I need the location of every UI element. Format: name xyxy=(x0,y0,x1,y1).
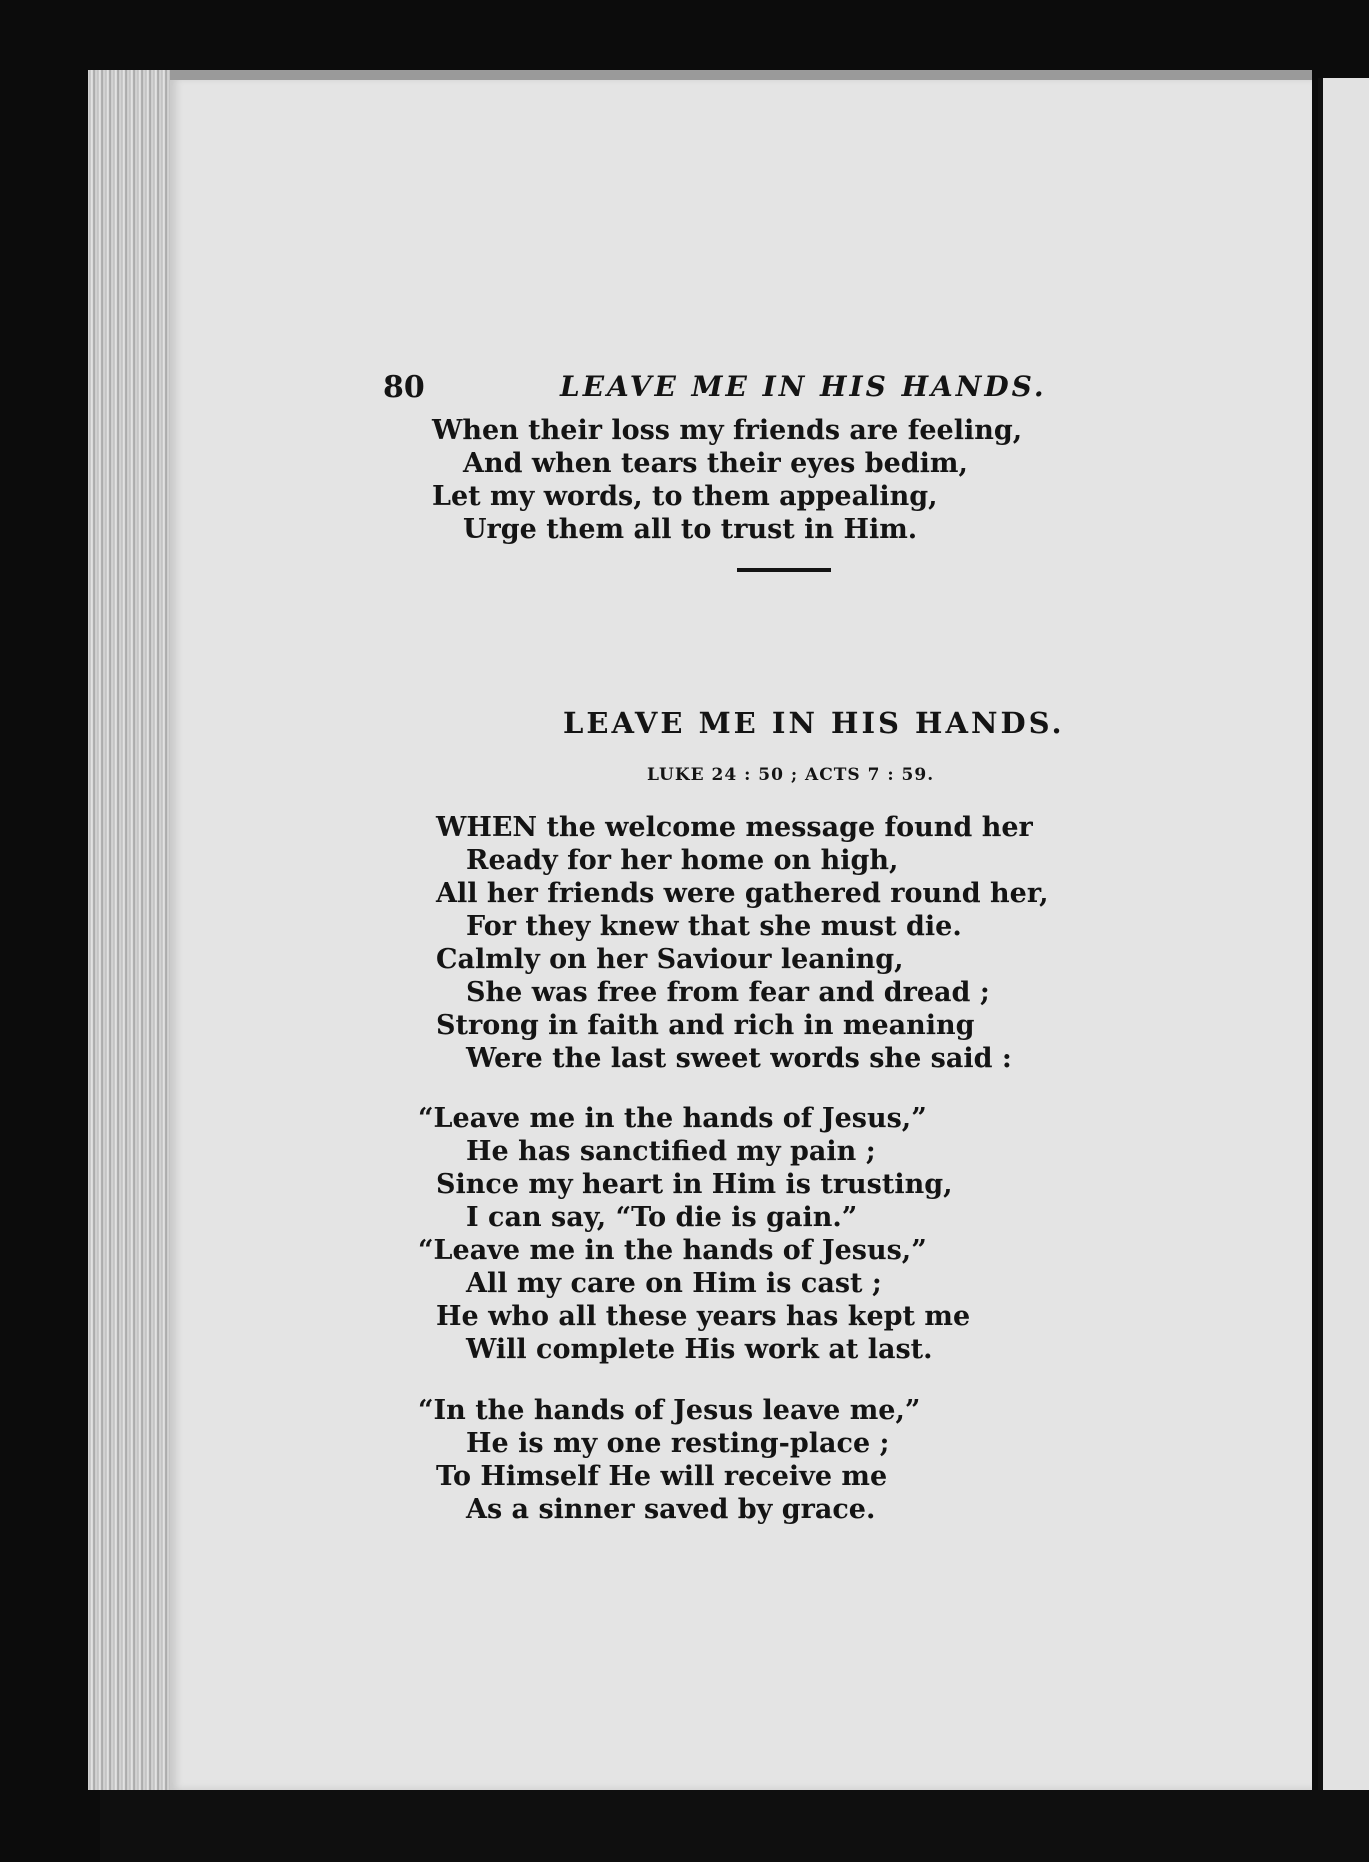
verse-line: To Himself He will receive me xyxy=(436,1461,888,1492)
verse-line: WHEN the welcome message found her xyxy=(436,812,1033,843)
verse-line: She was free from fear and dread ; xyxy=(466,977,990,1008)
verse-line: He has sanctified my pain ; xyxy=(466,1136,876,1167)
page-edge-stack xyxy=(88,70,183,1790)
verse-line: Since my heart in Him is trusting, xyxy=(436,1169,953,1200)
verse-line: “Leave me in the hands of Jesus,” xyxy=(418,1235,927,1266)
facing-page-edge xyxy=(1318,78,1369,1790)
verse-line: All my care on Him is cast ; xyxy=(466,1268,882,1299)
verse-line: Calmly on her Saviour leaning, xyxy=(436,944,904,975)
scan-background xyxy=(100,1790,1369,1862)
verse-line: All her friends were gathered round her, xyxy=(436,878,1049,909)
verse-line: For they knew that she must die. xyxy=(466,911,962,942)
verse-line: Strong in faith and rich in meaning xyxy=(436,1010,975,1041)
verse-line: As a sinner saved by grace. xyxy=(466,1494,876,1525)
page-number: 80 xyxy=(383,370,425,405)
verse-line: He who all these years has kept me xyxy=(436,1301,971,1332)
verse-line: When their loss my friends are feeling, xyxy=(432,415,1023,446)
verse-line: “In the hands of Jesus leave me,” xyxy=(418,1395,921,1426)
verse-line: Let my words, to them appealing, xyxy=(432,481,938,512)
section-divider xyxy=(737,568,831,572)
scripture-reference: LUKE 24 : 50 ; ACTS 7 : 59. xyxy=(647,765,935,785)
verse-line: Were the last sweet words she said : xyxy=(466,1043,1012,1074)
verse-line: And when tears their eyes bedim, xyxy=(463,448,968,479)
verse-line: I can say, “To die is gain.” xyxy=(466,1202,858,1233)
verse-line: Urge them all to trust in Him. xyxy=(463,514,918,545)
verse-line: Will complete His work at last. xyxy=(466,1334,933,1365)
verse-line: Ready for her home on high, xyxy=(466,845,899,876)
poem-title: LEAVE ME IN HIS HANDS. xyxy=(563,706,1065,740)
running-head: LEAVE ME IN HIS HANDS. xyxy=(560,370,1047,403)
verse-line: “Leave me in the hands of Jesus,” xyxy=(418,1103,927,1134)
book-page xyxy=(170,78,1312,1790)
verse-line: He is my one resting-place ; xyxy=(466,1428,890,1459)
